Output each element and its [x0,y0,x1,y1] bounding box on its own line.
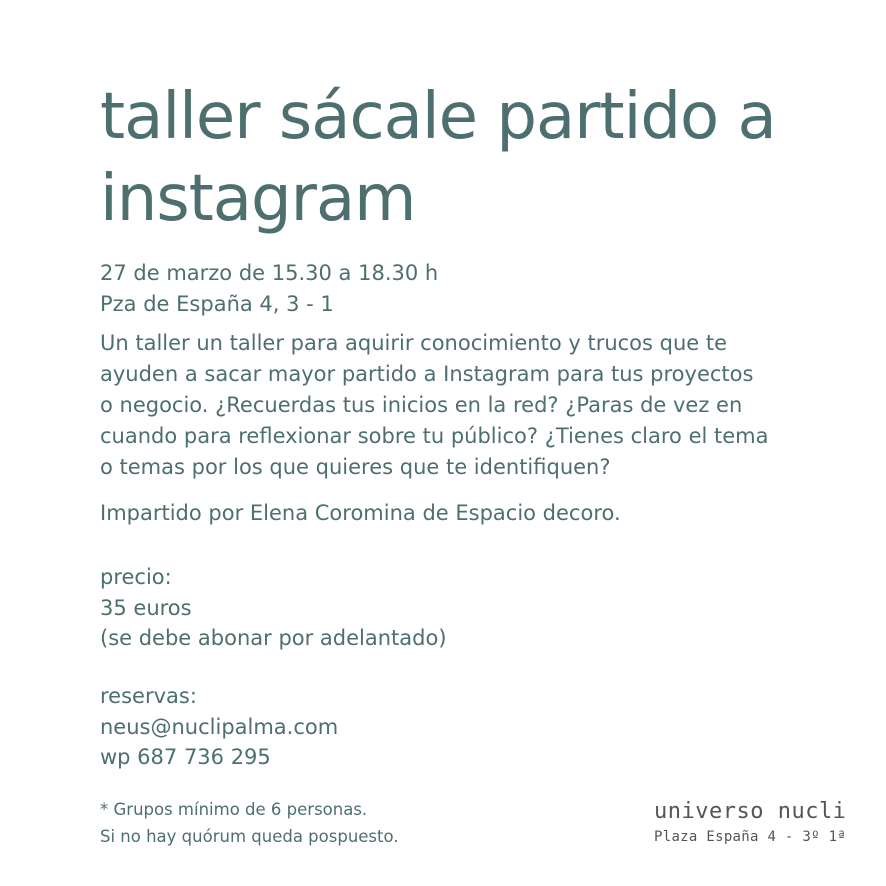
taught-by-text: Impartido por Elena Coromina de Espacio decoro. [100,501,621,525]
footnote-line-2: Si no hay quórum queda pospuesto. [100,827,399,846]
event-description [100,328,860,483]
reservations-phone: wp 687 736 295 [100,745,271,769]
description-line: o temas por los que quieres que te identifiquen? [100,455,611,479]
price-label: precio: [100,565,172,589]
brand-address: Plaza España 4 - 3º 1ª [654,829,847,845]
reservations-section [100,681,860,773]
event-date-time: 27 de marzo de 15.30 a 18.30 h [100,261,439,285]
description-line: cuando para reflexionar sobre tu público? ¿Tienes claro el tema [100,424,769,448]
price-section [100,562,860,654]
title-line-1: taller sácale partido a [100,80,776,154]
reservations-label: reservas: [100,684,197,708]
title-line-2: instagram [100,162,416,236]
event-details [100,258,860,320]
brand-name: universo nucli [654,799,847,824]
taught-by [100,498,860,529]
footnote [100,796,399,850]
description-line: Un taller un taller para aquirir conocimiento y trucos que te [100,331,728,355]
footnote-line-1: * Grupos mínimo de 6 personas. [100,800,368,819]
description-line: o negocio. ¿Recuerdas tus inicios en la red? ¿Paras de vez en [100,393,743,417]
description-line: ayuden a sacar mayor partido a Instagram para tus proyectos [100,362,754,386]
event-location: Pza de España 4, 3 - 1 [100,292,334,316]
price-note: (se debe abonar por adelantado) [100,626,447,650]
price-amount: 35 euros [100,595,192,620]
reservations-email: neus@nuclipalma.com [100,714,339,739]
brand-block [654,797,854,847]
page-title [100,76,860,240]
